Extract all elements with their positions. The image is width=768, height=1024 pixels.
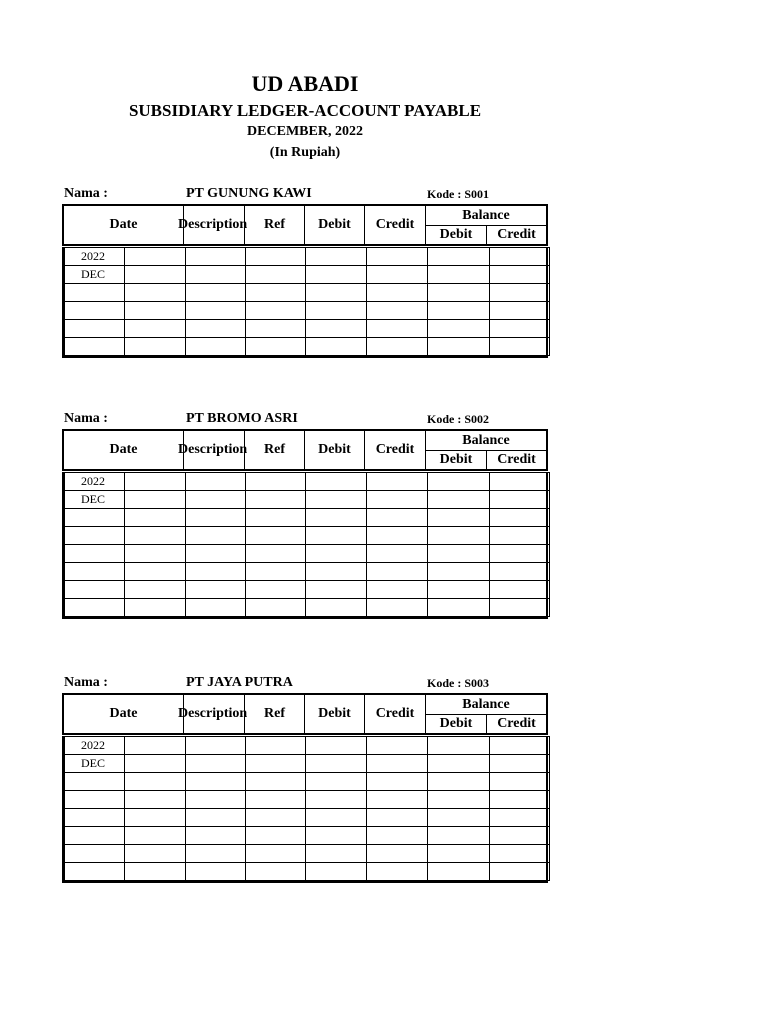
- col-description-label: Description: [178, 442, 248, 457]
- table-header: [62, 429, 548, 471]
- col-description: [178, 206, 248, 244]
- supplier-name: PT JAYA PUTRA: [186, 675, 293, 690]
- table-row: [65, 248, 550, 266]
- col-description-label: Description: [178, 706, 248, 721]
- table-row: [65, 266, 550, 284]
- table-body: [62, 472, 548, 619]
- col-balance: [426, 695, 546, 733]
- table-row: [65, 491, 550, 509]
- table-row: [65, 545, 550, 563]
- year-cell: 2022: [65, 248, 125, 266]
- col-ref: Ref: [245, 431, 305, 469]
- col-debit: Debit: [305, 206, 365, 244]
- table-row: [65, 338, 550, 356]
- supplier-code: Kode : S001: [427, 187, 490, 201]
- col-balance-credit: Credit: [497, 452, 536, 467]
- report-title: SUBSIDIARY LEDGER-ACCOUNT PAYABLE: [128, 101, 482, 120]
- col-credit: Credit: [365, 206, 426, 244]
- col-debit: Debit: [305, 431, 365, 469]
- col-credit: Credit: [365, 431, 426, 469]
- table-row: [65, 473, 550, 491]
- table-row: [65, 320, 550, 338]
- month-cell: DEC: [65, 755, 125, 773]
- col-balance-credit: Credit: [497, 716, 536, 731]
- supplier-code: Kode : S003: [427, 676, 490, 690]
- col-balance-label: Balance: [426, 206, 546, 226]
- ledger-table: [62, 693, 548, 883]
- col-balance-label: Balance: [426, 695, 546, 715]
- table-row: [65, 509, 550, 527]
- year-cell: 2022: [65, 737, 125, 755]
- table-row: [65, 809, 550, 827]
- col-balance-credit: Credit: [497, 227, 536, 242]
- report-period: DECEMBER, 2022: [247, 124, 363, 139]
- table-row: [65, 563, 550, 581]
- table-row: [65, 863, 550, 881]
- col-description: [178, 431, 248, 469]
- month-cell: DEC: [65, 266, 125, 284]
- table-row: [65, 737, 550, 755]
- table-body: [62, 736, 548, 883]
- nama-label: Nama :: [64, 675, 108, 690]
- table-row: [65, 845, 550, 863]
- table-body: [62, 247, 548, 358]
- col-balance-debit: Debit: [426, 451, 487, 469]
- col-credit: Credit: [365, 695, 426, 733]
- table-row: [65, 599, 550, 617]
- month-cell: DEC: [65, 491, 125, 509]
- col-date: Date: [64, 695, 184, 733]
- col-balance: [426, 206, 546, 244]
- col-ref: Ref: [245, 695, 305, 733]
- supplier-name: PT BROMO ASRI: [186, 411, 298, 426]
- table-row: [65, 527, 550, 545]
- table-row: [65, 284, 550, 302]
- col-ref: Ref: [245, 206, 305, 244]
- nama-label: Nama :: [64, 186, 108, 201]
- table-header: [62, 693, 548, 735]
- report-currency: (In Rupiah): [269, 145, 341, 160]
- col-date: Date: [64, 206, 184, 244]
- nama-label: Nama :: [64, 411, 108, 426]
- col-description-label: Description: [178, 217, 248, 232]
- col-balance-label: Balance: [426, 431, 546, 451]
- ledger-table: [62, 204, 548, 358]
- table-row: [65, 581, 550, 599]
- table-row: [65, 755, 550, 773]
- supplier-name: PT GUNUNG KAWI: [186, 186, 312, 201]
- table-row: [65, 827, 550, 845]
- col-description: [178, 695, 248, 733]
- year-cell: 2022: [65, 473, 125, 491]
- ledger-table: [62, 429, 548, 619]
- table-header: [62, 204, 548, 246]
- col-debit: Debit: [305, 695, 365, 733]
- table-row: [65, 302, 550, 320]
- col-balance: [426, 431, 546, 469]
- table-row: [65, 773, 550, 791]
- company-title: UD ABADI: [251, 71, 359, 96]
- table-row: [65, 791, 550, 809]
- col-balance-debit: Debit: [426, 715, 487, 733]
- supplier-code: Kode : S002: [427, 412, 490, 426]
- col-date: Date: [64, 431, 184, 469]
- col-balance-debit: Debit: [426, 226, 487, 244]
